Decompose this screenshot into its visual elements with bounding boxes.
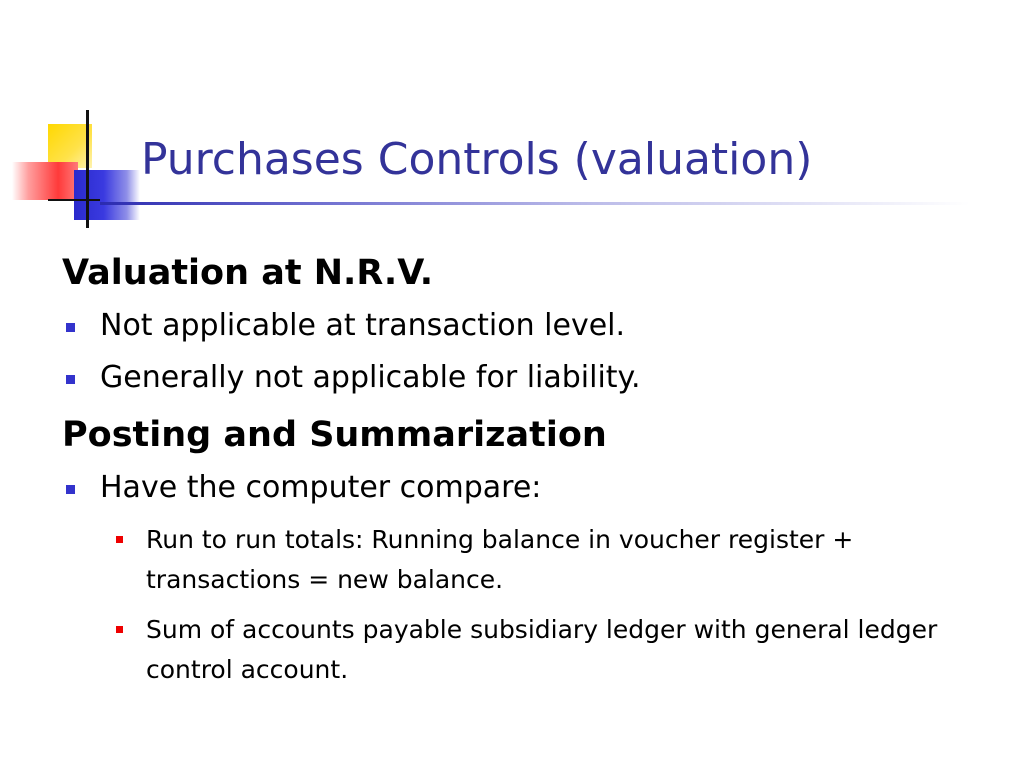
sub-bullet-list [62,520,1002,690]
square-bullet-icon [66,323,75,332]
square-sub-bullet-icon [116,626,123,633]
bullet-text: Not applicable at transaction level. [100,308,626,343]
section-heading-posting: Posting and Summarization [62,415,607,455]
bullet-text: Generally not applicable for liability. [100,360,641,395]
logo-horizontal-line [48,199,100,201]
section-heading-valuation: Valuation at N.R.V. [62,253,434,293]
slide-title: Purchases Controls (valuation) [141,134,813,185]
bullet-item [62,358,1002,398]
title-underline [100,202,970,205]
logo-blue-square [74,170,140,220]
bullet-list-posting [62,468,1002,508]
sub-bullet-text: Sum of accounts payable subsidiary ledger with general ledger control account. [146,615,938,684]
slide-content [62,248,1002,700]
bullet-text: Have the computer compare: [100,470,542,505]
logo-vertical-line [86,110,89,228]
square-bullet-icon [66,485,75,494]
bullet-list-valuation [62,306,1002,398]
bullet-item [62,306,1002,346]
square-bullet-icon [66,375,75,384]
sub-bullet-text: Run to run totals: Running balance in voucher register + transactions = new balance. [146,525,854,594]
slide-logo-decoration [0,100,150,230]
bullet-item [62,468,1002,508]
square-sub-bullet-icon [116,536,123,543]
sub-bullet-item [108,610,966,690]
sub-bullet-item [108,520,966,600]
logo-red-square [12,162,78,200]
